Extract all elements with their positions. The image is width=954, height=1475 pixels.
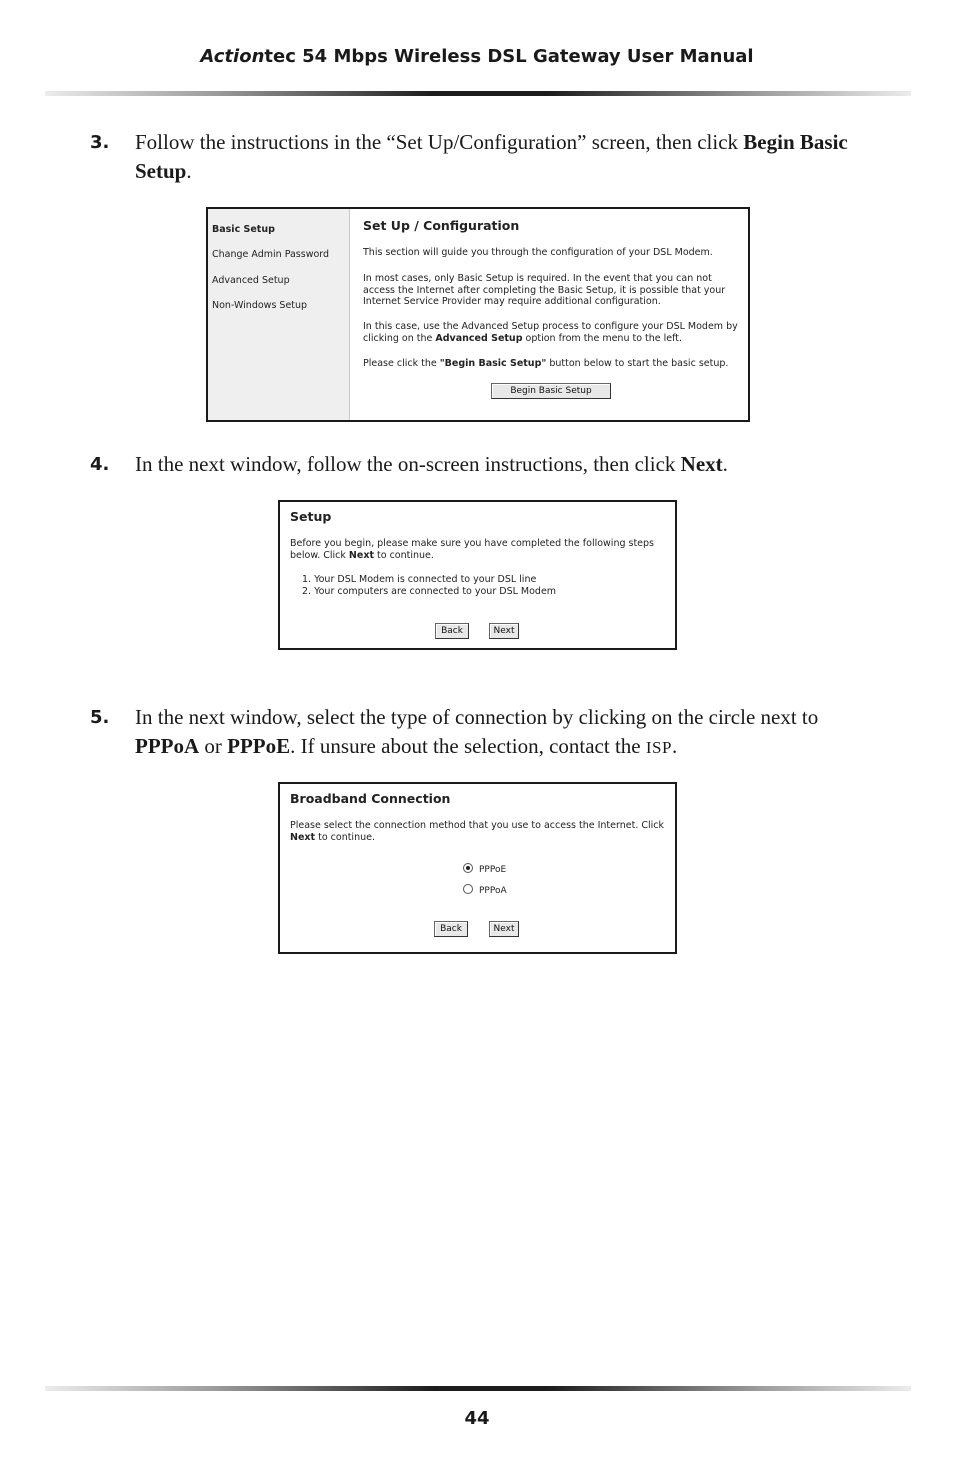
panel-paragraph xyxy=(290,820,670,843)
header-brand-italic: Action xyxy=(200,46,265,67)
text-part: to continue. xyxy=(315,831,375,843)
step-text-bold: PPPoA xyxy=(135,734,200,758)
panel-title: Setup xyxy=(290,509,332,524)
step-5 xyxy=(90,703,880,762)
step-text-smallcaps: ISP xyxy=(645,738,672,757)
step-text-bold: Next xyxy=(680,452,723,476)
panel-title: Broadband Connection xyxy=(290,791,451,806)
page-number: 44 xyxy=(464,1408,490,1429)
back-button[interactable]: Back xyxy=(435,623,469,639)
text-part: option from the menu to the left. xyxy=(522,332,683,344)
broadband-connection-screenshot xyxy=(278,782,677,954)
step-number: 5. xyxy=(90,707,110,728)
panel-paragraph xyxy=(363,358,743,370)
text-bold: Next xyxy=(348,549,374,561)
text-part: button below to start the basic setup. xyxy=(546,358,729,369)
step-text-part: In the next window, select the type of connection by clicking on the circle next to xyxy=(135,705,819,729)
panel-paragraph xyxy=(290,538,670,561)
radio-option-pppoa[interactable] xyxy=(463,884,507,896)
setup-configuration-screenshot xyxy=(206,207,750,422)
text-part: Please click the xyxy=(363,358,440,369)
step-text-bold: Begin Basic Setup xyxy=(135,130,848,183)
step-text-part: . xyxy=(722,452,728,476)
text-bold: Advanced Setup xyxy=(435,332,523,344)
text-bold: Next xyxy=(290,831,316,843)
radio-option-pppoe[interactable] xyxy=(463,863,506,875)
header-rule xyxy=(45,91,911,96)
step-text-part: . xyxy=(671,734,678,758)
sidebar-item-non-windows-setup[interactable]: Non-Windows Setup xyxy=(212,300,308,311)
step-text-part: Follow the instructions in the “Set Up/Configuration” screen, then click xyxy=(135,130,744,154)
next-button[interactable]: Next xyxy=(489,623,519,639)
step-text xyxy=(135,450,880,479)
next-button[interactable]: Next xyxy=(489,921,519,937)
text-part: Please select the connection method that you use to access the Internet. Click xyxy=(290,820,664,831)
footer-rule xyxy=(45,1386,911,1391)
sidebar-item-basic-setup[interactable]: Basic Setup xyxy=(212,224,275,235)
step-text xyxy=(135,128,880,186)
text-part: to continue. xyxy=(374,549,434,561)
sidebar-menu xyxy=(208,209,350,420)
radio-label: PPPoE xyxy=(479,865,507,875)
step-4 xyxy=(90,450,880,479)
sidebar-item-advanced-setup[interactable]: Advanced Setup xyxy=(212,275,290,286)
radio-selected-icon[interactable] xyxy=(463,863,473,873)
panel-paragraph: This section will guide you through the configuration of your DSL Modem. xyxy=(363,247,713,258)
radio-unselected-icon[interactable] xyxy=(463,884,473,894)
header-title-rest: tec 54 Mbps Wireless DSL Gateway User Manual xyxy=(264,46,754,67)
setup-screenshot xyxy=(278,500,677,650)
step-3 xyxy=(90,128,880,186)
step-text-part: In the next window, follow the on-screen instructions, then click xyxy=(135,452,681,476)
step-number: 3. xyxy=(90,132,110,153)
step-text-part: . xyxy=(186,159,192,183)
sidebar-item-change-admin-password[interactable]: Change Admin Password xyxy=(212,249,330,260)
panel-paragraph: In most cases, only Basic Setup is required. In the event that you can not access the Internet after completing the Basic Setup, it is possible that your Internet Service Provider may require additional configuration. xyxy=(363,273,726,307)
text-bold: "Begin Basic Setup" xyxy=(439,358,547,369)
panel-title: Set Up / Configuration xyxy=(363,218,520,233)
panel-paragraph xyxy=(363,321,743,344)
radio-label: PPPoA xyxy=(479,886,507,896)
list-item: 1. Your DSL Modem is connected to your DSL line xyxy=(302,574,537,585)
text-part: Before you begin, please make sure you have completed the following steps below. Click xyxy=(290,538,655,561)
step-text xyxy=(135,703,880,762)
running-header xyxy=(0,46,954,67)
begin-basic-setup-button[interactable]: Begin Basic Setup xyxy=(491,383,611,399)
step-text-part: or xyxy=(199,734,228,758)
text-part: In this case, use the Advanced Setup process to configure your DSL Modem by clicking on the xyxy=(363,321,738,344)
step-number: 4. xyxy=(90,454,110,475)
list-item: 2. Your computers are connected to your DSL Modem xyxy=(302,586,557,597)
step-text-part: . If unsure about the selection, contact the xyxy=(290,734,646,758)
back-button[interactable]: Back xyxy=(434,921,468,937)
step-text-bold: PPPoE xyxy=(227,734,291,758)
